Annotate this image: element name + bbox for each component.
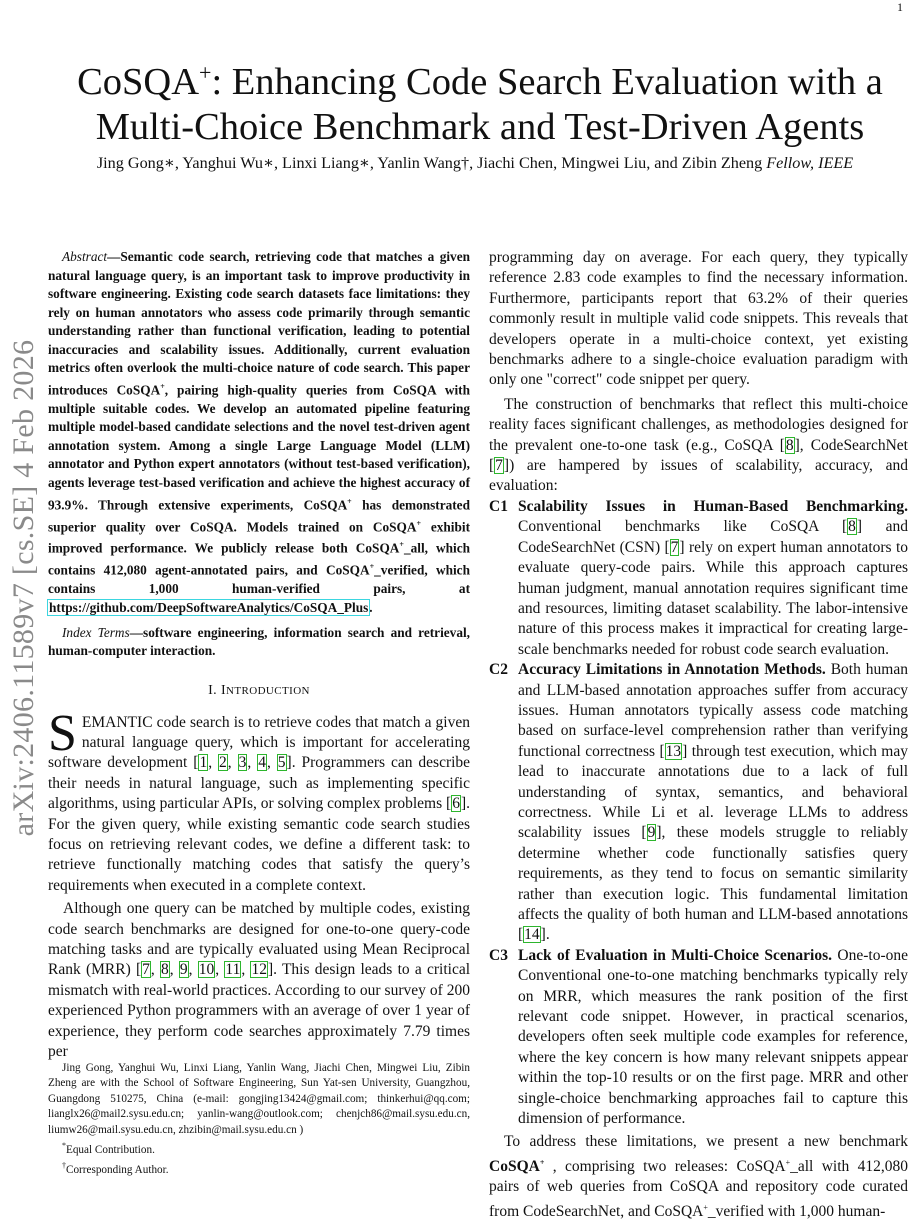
section-numeral: I. [208,682,221,698]
abstract-text-1: —Semantic code search, retrieving code that matches a given natural language query, is an important task to improve productivity in software engineering. Existing code search datasets face limitations: they rely on human annotators who assess code primarily through semantic understanding rather than functional verification, leading to potential inaccuracies and scalability issues. Additionally, current evaluation metrics often overlook the multi-choice nature of code search. This paper introduces CoSQA [48,249,470,398]
cosqa-bold: CoSQA [489,1158,540,1176]
intro-paragraph-1: SEMANTIC code search is to retrieve codes that match a given natural language query, which is important for accelerating software development [1, 2, 3, 4, 5]. Programmers can describe their needs in natural language, such as implementing specific algorithms, using particular APIs, or solving complex problems [6]. For the given query, while existing semantic code search studies focus on retrieving relevant codes, we define a different task: to retrieve functionally matching codes that satisfy the query’s requirements when executed in a complete context. [48,704,471,894]
authors-names: Jing Gong∗, Yanghui Wu∗, Linxi Liang∗, Yanlin Wang†, Jiachi Chen, Mingwei Liu, and Zibin Zheng [96,154,763,172]
challenge-text: Both human and LLM-based annotation approaches suffer from accuracy issues. Human annotators typically assess code matching based on surface-level comprehension rather than verifying functional correctness [ [518,661,908,760]
citation-link[interactable]: 4 [258,754,266,772]
citation-link[interactable]: 3 [238,754,247,772]
citation-link[interactable]: 6 [452,795,460,813]
challenge-text: One-to-one Conventional one-to-one matching benchmarks typically rely on MRR, which measures the rank position of the first relevant code snippet. However, in practical scenarios, developers often seek multiple code examples for reference, where the key concern is how many relevant snippets appear within the top-10 results or on the first page. MRR and other single-choice benchmarking approaches fail to capture this dimension of performance. [518,946,908,1128]
arxiv-identifier-stamp[interactable]: arXiv:2406.11589v7 [cs.SE] 4 Feb 2026 [7,339,40,837]
citation-link[interactable]: 2 [219,754,227,772]
footnote-symbol: † [62,1161,66,1171]
intro-paragraph-2: Although one query can be matched by multiple codes, existing code search benchmarks are designed for one-to-one query-code matching tasks and are typically evaluated using Mean Reciprocal Rank (MRR) [7, 8, 9, 10, 11, 12]. This design leads to a critical mismatch with real-world practices. According to our survey of 200 experienced Python programmers with an average of over 1 year of experience, they perform code searches approximately 7.79 times per [48,900,471,1061]
challenge-text: ] rely on expert human annotators to evaluate query-code pairs. While this approach captures human judgment, manual annotation requires significant time and resources, limiting dataset scalability. The labor-intensive nature of this process makes it impractical for creating large-scale benchmarks needed for robust code search evaluation. [518,538,909,658]
final-text: , comprising two releases: CoSQA [544,1158,786,1176]
plus-sup: + [399,540,404,550]
title-plus: + [199,60,212,85]
challenge-text: ] and CodeSearchNet (CSN) [ [518,518,908,556]
right-paragraph-continued: programming day on average. For each query, they typically reference 2.83 code examples to find the necessary information. Furthermore, participants report that 63.2% of their queries commonly result in multiple valid code snippets. This reveals that developers operate in a multi-choice context, yet existing benchmarks adhere to a single-choice evaluation paradigm with only one "correct" code snippet per query. [489,249,908,389]
challenge-heading: Lack of Evaluation in Multi-Choice Scenarios. [518,946,833,964]
citation-link[interactable]: 11 [225,961,241,979]
challenge-text: ]. [540,926,550,944]
intro-p2-end: ]. This design leads to a critical mismatch with real-world practices. According to our survey of 200 experienced Python programmers with an average of over 1 year of experience, they perform code searches approximately 7.79 times per [48,961,471,1061]
footnotes [48,1061,470,1179]
citation-link[interactable]: 5 [277,754,286,772]
constr-end: ]) are hampered by issues of scalability, accuracy, and evaluation: [489,457,908,495]
title-text-rest: : Enhancing Code Search Evaluation with a [211,60,883,103]
citation-link[interactable]: 9 [179,961,188,979]
section-rest: NTRODUCTION [226,684,310,697]
github-link[interactable]: https://github.com/DeepSoftwareAnalytics/CoSQA_Plus [49,599,369,615]
intro-p1-text: EMANTIC code search is to retrieve codes that match a given natural language query, which is important for accelerating software development [ [48,713,470,772]
index-terms [48,624,470,661]
citation-link[interactable]: 7 [670,538,679,556]
section-initial: I [220,682,227,698]
footnote-equal-text: Equal Contribution. [66,1144,155,1157]
title-text: CoSQA [77,60,200,103]
challenge-c3 [489,946,908,1130]
left-column [48,248,470,1063]
plus-sup: + [160,381,165,391]
footnote-corr-text: Corresponding Author. [66,1164,169,1177]
citation-link[interactable]: 8 [161,961,169,979]
footnote-affiliation: Jing Gong, Yanghui Wu, Linxi Liang, Yanlin Wang, Jiachi Chen, Mingwei Liu, Zibin Zheng are with the School of Software Engineering, Sun Yat-sen University, Guangzhou, Guangdong 510275, China (e-mail: gongjing13424@gmail.com; thinkerhui@qq.com; lianglx26@mail2.sysu.edu.cn; yanlin-wang@outlook.com; chenjch86@mail.sysu.edu.cn, liumw26@mail.sysu.edu.cn, zhzibin@mail.sysu.edu.cn ) [48,1062,470,1136]
plus-sup: + [539,1157,545,1167]
section-heading-introduction [48,683,470,699]
plus-sup: + [416,518,422,528]
citation-link[interactable]: 1 [199,754,208,772]
title-line2: Multi-Choice Benchmark and Test-Driven Agents [95,105,865,148]
footnote-symbol: * [62,1141,66,1151]
final-text: _verified with 1,000 human- [707,1203,886,1220]
abstract-text-3: has demonstrated superior quality over CoSQA. Models trained on CoSQA [48,496,470,534]
index-terms-label: Index Terms [62,624,130,640]
intro-p1-mid: ]. Programmers can describe their needs in natural language, such as implementing specific algorithms, using particular APIs, or solving complex problems [ [48,754,471,813]
challenge-text: Conventional benchmarks like CoSQA [ [518,518,848,536]
constr-mid: ], CodeSearchNet [ [489,436,908,475]
challenge-label: C1 [489,497,508,515]
challenge-c2 [489,660,908,946]
final-text: _all with 412,080 pairs of web queries from CoSQA and repository code curated from CodeSearchNet, and CoSQA [489,1158,908,1220]
citation-link[interactable]: 8 [785,436,794,454]
citation-link[interactable]: 7 [495,457,503,475]
challenge-heading: Accuracy Limitations in Annotation Methods. [518,661,826,679]
challenge-heading: Scalability Issues in Human-Based Benchmarking. [518,497,908,515]
challenge-text: ] through test execution, which may lead to inaccurate annotations due to a lack of full understanding of syntax, semantics, and behavioral correctness. While Li et al. leverage LLMs to address scalability issues [ [518,742,908,842]
plus-sup: + [703,1202,708,1212]
plus-sup: + [369,562,375,572]
intro-p2-text: Although one query can be matched by multiple codes, existing code search benchmarks are designed for one-to-one query-code matching tasks and are typically evaluated using Mean Reciprocal Rank (MRR) [ [48,900,470,979]
intro-p1-end: ]. For the given query, while existing semantic code search studies focus on retrieving relevant codes, we define a different task: to retrieve functionally matching codes that satisfy the query’s requirements when executed in a complete context. [48,795,470,894]
right-column [489,248,908,1222]
footnote-equal [48,1138,470,1158]
abstract-text-2: , pairing high-quality queries from CoSQA with multiple suitable codes. We develop an automated pipeline featuring multiple model-based candidate selections and the novel test-driven agent annotation system. Among a single Large Language Model (LLM) annotator and Python expert annotators (without test-based verification), agents leverage test-based verification and achieve the highest accuracy of 93.9%. Through extensive experiments, CoSQA [48,382,470,512]
authors-fellow: Fellow, IEEE [766,154,854,172]
index-terms-text: —software engineering, information search and retrieval, human-computer interaction. [48,624,470,659]
citation-link[interactable]: 8 [848,518,856,536]
abstract-text-4: exhibit improved performance. We publicly release both CoSQA [48,518,470,556]
citation-link[interactable]: 9 [647,824,656,842]
right-paragraph-final [489,1132,908,1222]
abstract-text-6: _verified, which contains 1,000 human-verified pairs, at [48,562,470,597]
abstract-end: . [369,599,373,615]
plus-sup: + [347,496,352,506]
citation-link[interactable]: 7 [142,961,150,979]
citation-link[interactable]: 12 [251,961,267,979]
author-list [40,153,909,173]
final-text: To address these limitations, we present a new benchmark [504,1133,908,1151]
abstract [48,248,470,618]
challenge-c1 [489,497,908,660]
constr-text: The construction of benchmarks that reflect this multi-choice reality faces significant challenges, as methodologies designed for the prevalent one-to-one task (e.g., CoSQA [ [489,395,908,454]
citation-link[interactable]: 14 [524,926,540,944]
footnote-corresponding [48,1158,470,1178]
challenge-label: C2 [489,661,508,679]
drop-cap: S [48,704,77,762]
citation-link[interactable]: 10 [198,961,215,979]
challenge-label: C3 [489,946,508,964]
paper-title [40,50,909,150]
abstract-text-5: _all, which contains 412,080 agent-annotated pairs, and CoSQA [48,540,470,578]
abstract-label: Abstract [62,249,108,264]
plus-sup: + [785,1157,791,1167]
page-number: 1 [897,0,903,14]
challenge-text: ], these models struggle to reliably determine whether code functionally satisfies query requirements, as they tend to focus on semantic similarity rather than execution logic. This fundamental limitation affects the quality of both human and LLM-based annotations [ [518,824,908,944]
right-paragraph-construction [489,395,908,497]
citation-link[interactable]: 13 [665,742,682,760]
